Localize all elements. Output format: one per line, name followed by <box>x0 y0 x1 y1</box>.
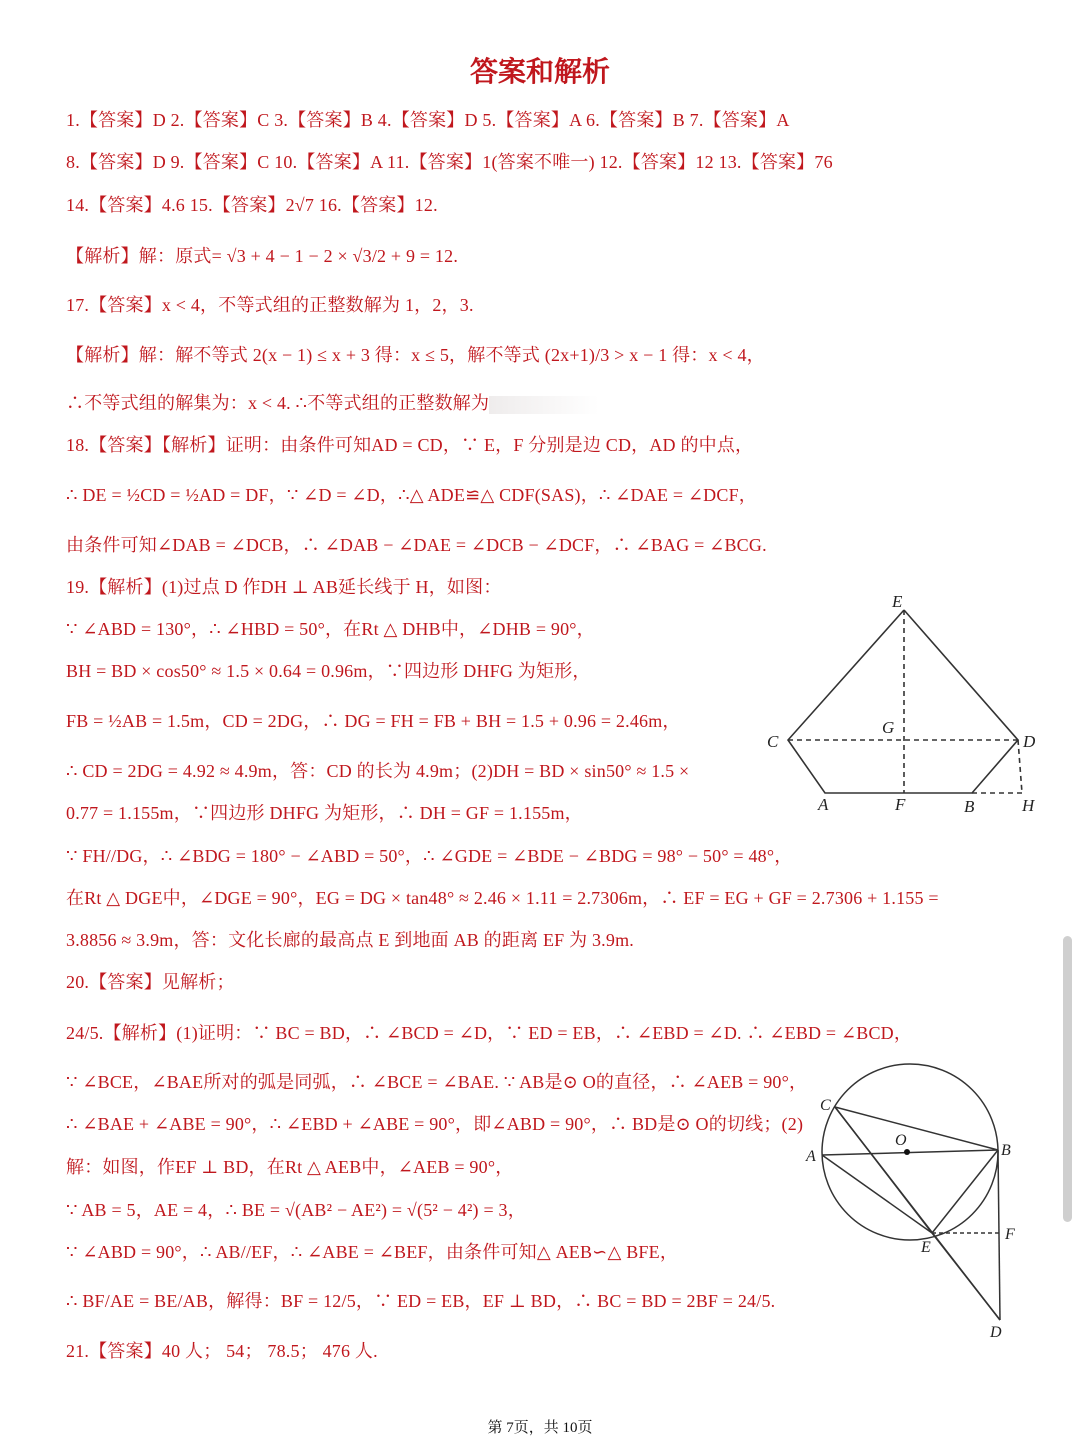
text-line: 0.77 = 1.155m，∵四边形 DHFG 为矩形，∴ DH = GF = 1.155m， <box>66 803 583 823</box>
text-line: 17.【答案】x < 4，不等式组的正整数解为 1，2，3. <box>66 295 474 315</box>
text-line: 20.【答案】见解析； <box>66 972 235 992</box>
text-line: 在Rt △ DGE中，∠DGE = 90°，EG = DG × tan48° ≈ 2.46 × 1.11 = 2.7306m，∴ EF = EG + GF = 2.7306 + 1.155 = <box>66 888 939 908</box>
label-E: E <box>921 1239 931 1256</box>
line-ED <box>932 1233 1000 1320</box>
label-C: C <box>820 1097 831 1114</box>
label-B: B <box>964 797 975 816</box>
text-line: ∴ BF/AE = BE/AB，解得：BF = 12/5，∵ ED = EB，EF ⊥ BD，∴ BC = BD = 2BF = 24/5. <box>66 1291 776 1311</box>
text-line: ∴ DE = ½CD = ½AD = DF，∵ ∠D = ∠D，∴△ ADE≌△ CDF(SAS)，∴ ∠DAE = ∠DCF， <box>66 485 757 505</box>
text-line: ∴ CD = 2DG = 4.92 ≈ 4.9m，答：CD 的长为 4.9m；(2)DH = BD × sin50° ≈ 1.5 × <box>66 761 690 781</box>
label-F: F <box>895 795 906 814</box>
label-O: O <box>895 1132 907 1149</box>
label-E: E <box>892 592 903 611</box>
text-line: 19.【解析】(1)过点 D 作DH ⊥ AB延长线于 H，如图： <box>66 577 502 597</box>
label-A: A <box>806 1148 816 1165</box>
label-H: H <box>1022 796 1035 815</box>
text-line: 24/5.【解析】(1)证明：∵ BC = BD，∴ ∠BCD = ∠D，∵ ED = EB，∴ ∠EBD = ∠D. ∴ ∠EBD = ∠BCD， <box>66 1023 913 1043</box>
blurred-region <box>489 396 599 414</box>
text-line: ∴ ∠BAE + ∠ABE = 90°，∴ ∠EBD + ∠ABE = 90°，即∠ABD = 90°，∴ BD是⊙ O的切线；(2) <box>66 1114 804 1134</box>
chord-CE <box>835 1107 932 1233</box>
page-title: 答案和解析 <box>469 55 610 88</box>
text-line: ∵ ∠ABD = 130°，∴ ∠HBD = 50°，在Rt △ DHB中，∠DHB = 90°， <box>66 619 595 639</box>
line-DH <box>1018 740 1022 793</box>
text-line <box>66 390 599 416</box>
text-line: 1.【答案】D 2.【答案】C 3.【答案】B 4.【答案】D 5.【答案】A 6.【答案】B 7.【答案】A <box>66 110 790 130</box>
label-F: F <box>1005 1226 1015 1243</box>
geometry-figure-circle <box>800 1055 1030 1340</box>
text-line: ∵ ∠BCE，∠BAE所对的弧是同弧，∴ ∠BCE = ∠BAE. ∵ AB是⊙ O的直径，∴ ∠AEB = 90°， <box>66 1072 808 1092</box>
label-G: G <box>882 718 895 737</box>
text-line: ∵ FH//DG，∴ ∠BDG = 180° − ∠ABD = 50°，∴ ∠GDE = ∠BDE − ∠BDG = 98° − 50° = 48°， <box>66 846 793 866</box>
label-C: C <box>767 732 779 751</box>
chord-AE <box>822 1155 932 1233</box>
label-B: B <box>1001 1142 1011 1159</box>
text-line: 8.【答案】D 9.【答案】C 10.【答案】A 11.【答案】1(答案不唯一) 12.【答案】12 13.【答案】76 <box>66 152 833 172</box>
pentagon-outline <box>788 610 1018 793</box>
text-line: 由条件可知∠DAB = ∠DCB，∴ ∠DAB − ∠DAE = ∠DCB − ∠DCF，∴ ∠BAG = ∠BCG. <box>66 535 767 555</box>
text-line: 21.【答案】40 人； 54； 78.5； 476 人. <box>66 1341 378 1361</box>
tangent-BD <box>998 1150 1000 1320</box>
page-footer: 第 7页，共 10页 <box>487 1420 593 1436</box>
text-line: 【解析】解：解不等式 2(x − 1) ≤ x + 3 得：x ≤ 5，解不等式 (2x+1)/3 > x − 1 得：x < 4， <box>66 345 765 365</box>
text-line: BH = BD × cos50° ≈ 1.5 × 0.64 = 0.96m，∵四边形 DHFG 为矩形， <box>66 661 591 681</box>
text-line: 解：如图，作EF ⊥ BD，在Rt △ AEB中，∠AEB = 90°， <box>66 1157 514 1177</box>
text-line: 3.8856 ≈ 3.9m，答：文化长廊的最高点 E 到地面 AB 的距离 EF 为 3.9m. <box>66 930 634 950</box>
text-line: 18.【答案】【解析】证明：由条件可知AD = CD，∵ E，F 分别是边 CD，AD 的中点， <box>66 435 754 455</box>
label-D: D <box>990 1324 1002 1340</box>
scrollbar-thumb[interactable] <box>1063 936 1072 1222</box>
text-line: ∵ AB = 5，AE = 4，∴ BE = √(AB² − AE²) = √(5² − 4²) = 3， <box>66 1200 526 1220</box>
diameter-AB <box>822 1150 998 1155</box>
label-A: A <box>818 795 829 814</box>
text-line-content: ∴不等式组的解集为：x < 4. ∴不等式组的正整数解为 <box>66 393 490 413</box>
geometry-figure-pentagon <box>760 585 1050 820</box>
text-line: FB = ½AB = 1.5m，CD = 2DG，∴ DG = FH = FB + BH = 1.5 + 0.96 = 2.46m， <box>66 711 681 731</box>
text-line: 【解析】解：原式= √3 + 4 − 1 − 2 × √3/2 + 9 = 12. <box>66 246 459 266</box>
chord-CB <box>835 1107 998 1150</box>
center-point-O <box>904 1149 910 1155</box>
text-line: 14.【答案】4.6 15.【答案】2√7 16.【答案】12. <box>66 195 438 215</box>
text-line: ∵ ∠ABD = 90°，∴ AB//EF，∴ ∠ABE = ∠BEF，由条件可知△ AEB∽△ BFE， <box>66 1242 679 1262</box>
label-D: D <box>1023 732 1036 751</box>
